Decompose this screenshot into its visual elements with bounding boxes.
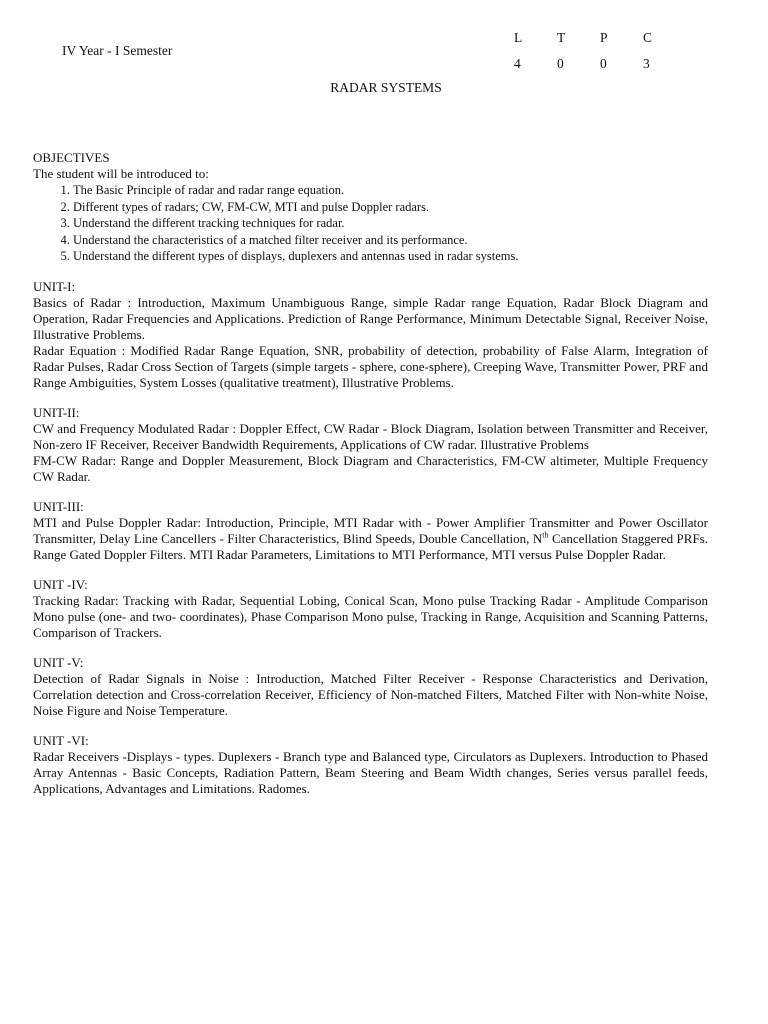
ltpc-label-t: T: [557, 30, 566, 45]
unit-heading: UNIT-III:: [33, 498, 84, 514]
unit-2-section: [33, 405, 708, 485]
unit-paragraph: Tracking Radar: Tracking with Radar, Sequential Lobing, Conical Scan, Mono pulse Tracking Radar - Amplitude Comparison Mono pulse (one- and two- coordinates), Phase Comparison Mono pulse, Tracking in Range, Acquisition and Scanning Patterns, Comparison of Trackers.: [33, 592, 708, 640]
unit-paragraph-part: MTI and Pulse Doppler Radar: Introduction, Principle, MTI Radar with - Power Amplifier Transmitter and Power Oscillator Transmitter, Delay Line Cancellers - Filter Characteristics, Blind Speeds, Double Cancellation, N: [33, 514, 708, 546]
ltpc-value-t: 0: [557, 56, 564, 71]
ltpc-table: [506, 30, 678, 82]
ltpc-label-c: C: [643, 30, 653, 45]
objectives-section: [33, 150, 708, 265]
ltpc-value-p: 0: [600, 56, 607, 71]
unit-paragraph: Radar Receivers -Displays - types. Duplexers - Branch type and Balanced type, Circulators as Duplexers. Introduction to Phased Array Antennas - Basic Concepts, Radiation Pattern, Beam Steering and Beam Width changes, Series versus parallel feeds, Applications, Advantages and Limitations. Radomes.: [33, 748, 708, 796]
superscript-th: th: [542, 530, 549, 540]
ltpc-value-l: 4: [514, 56, 521, 71]
objectives-heading: OBJECTIVES: [33, 150, 110, 165]
objective-item: 1. The Basic Principle of radar and radar range equation.: [73, 182, 708, 199]
ltpc-values-row: [506, 56, 678, 82]
unit-heading: UNIT -V:: [33, 654, 84, 670]
ltpc-label-l: L: [514, 30, 523, 45]
year-semester: IV Year - I Semester: [62, 43, 173, 58]
ltpc-label-p: P: [600, 30, 608, 45]
objective-item: 4. Understand the characteristics of a matched filter receiver and its performance.: [73, 232, 708, 249]
unit-6-section: [33, 733, 708, 797]
objectives-intro: The student will be introduced to:: [33, 166, 209, 181]
unit-heading: UNIT -IV:: [33, 576, 88, 592]
unit-paragraph: FM-CW Radar: Range and Doppler Measurement, Block Diagram and Characteristics, FM-CW altimeter, Multiple Frequency CW Radar.: [33, 452, 708, 484]
unit-heading: UNIT-I:: [33, 278, 76, 294]
unit-3-section: [33, 499, 708, 563]
unit-paragraph: Basics of Radar : Introduction, Maximum Unambiguous Range, simple Radar range Equation, Radar Block Diagram and Operation, Radar Frequencies and Applications. Prediction of Range Performance, Minimum Detectable Signal, Receiver Noise, Illustrative Problems.: [33, 294, 708, 342]
unit-paragraph: Radar Equation : Modified Radar Range Equation, SNR, probability of detection, probability of False Alarm, Integration of Radar Pulses, Radar Cross Section of Targets (simple targets - sphere, cone-sphere), Creeping Wave, Transmitter Power, PRF and Range Ambiguities, System Losses (qualitative treatment), Illustrative Problems.: [33, 342, 708, 390]
unit-4-section: [33, 577, 708, 641]
objectives-list: [33, 182, 708, 265]
unit-paragraph-part: Cancellation Staggered PRFs. Range Gated Doppler Filters. MTI Radar Parameters, Limitations to MTI Performance, MTI versus Pulse Doppler Radar.: [33, 530, 708, 562]
unit-5-section: [33, 655, 708, 719]
objective-item: 5. Understand the different types of displays, duplexers and antennas used in radar systems.: [73, 248, 708, 265]
unit-paragraph: [33, 515, 708, 563]
unit-paragraph: Detection of Radar Signals in Noise : Introduction, Matched Filter Receiver - Response Characteristics and Derivation, Correlation detection and Cross-correlation Receiver, Efficiency of Non-matched Filters, Matched Filter with Non-white Noise, Noise Figure and Noise Temperature.: [33, 670, 708, 718]
course-title: RADAR SYSTEMS: [330, 80, 442, 95]
unit-1-section: [33, 279, 708, 391]
syllabus-body: [33, 150, 708, 797]
unit-paragraph: CW and Frequency Modulated Radar : Doppler Effect, CW Radar - Block Diagram, Isolation between Transmitter and Receiver, Non-zero IF Receiver, Receiver Bandwidth Requirements, Applications of CW radar. Illustrative Problems: [33, 420, 708, 452]
unit-heading: UNIT-II:: [33, 404, 80, 420]
objective-item: 2. Different types of radars; CW, FM-CW, MTI and pulse Doppler radars.: [73, 199, 708, 216]
ltpc-labels-row: [506, 30, 678, 56]
objective-item: 3. Understand the different tracking techniques for radar.: [73, 215, 708, 232]
ltpc-value-c: 3: [643, 56, 650, 71]
unit-heading: UNIT -VI:: [33, 732, 89, 748]
